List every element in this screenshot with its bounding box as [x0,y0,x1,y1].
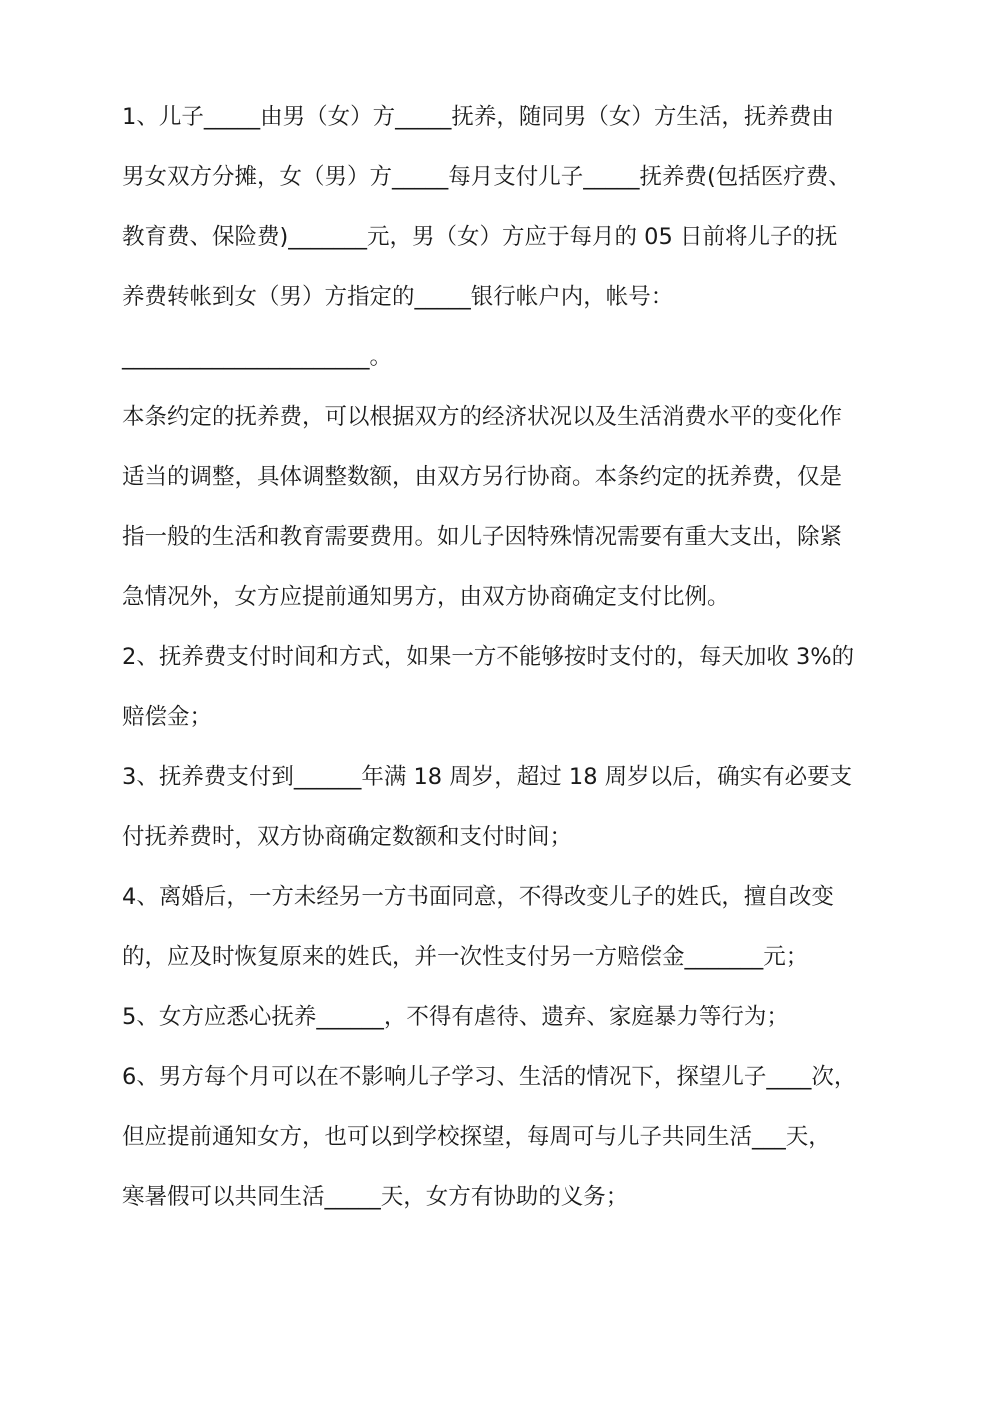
clause-2-line-2: 赔偿金； [122,704,213,730]
note-line-1: 本条约定的抚养费，可以根据双方的经济状况以及生活消费水平的变化作 [122,404,843,430]
clause-3-line-1: 3、抚养费支付到______年满 18 周岁，超过 18 周岁以后，确实有必要支 [122,764,853,790]
clause-4-line-1: 4、离婚后，一方未经另一方书面同意，不得改变儿子的姓氏，擅自改变 [122,884,834,910]
note-line-3: 指一般的生活和教育需要费用。如儿子因特殊情况需要有重大支出，除紧 [122,524,843,550]
account-number-blank: ______________________。 [122,344,393,370]
clause-1-line-2: 男女双方分摊，女（男）方_____每月支付儿子_____抚养费(包括医疗费、 [122,164,851,190]
clause-1-line-1: 1、儿子_____由男（女）方_____抚养，随同男（女）方生活，抚养费由 [122,104,834,130]
note-line-4: 急情况外，女方应提前通知男方，由双方协商确定支付比例。 [122,584,730,610]
clause-6-line-1: 6、男方每个月可以在不影响儿子学习、生活的情况下，探望儿子____次， [122,1064,857,1090]
note-line-2: 适当的调整，具体调整数额，由双方另行协商。本条约定的抚养费，仅是 [122,464,843,490]
document-body [122,87,874,1227]
clause-5-line-1: 5、女方应悉心抚养______，不得有虐待、遗弃、家庭暴力等行为； [122,1004,789,1030]
clause-6-line-2: 但应提前通知女方，也可以到学校探望，每周可与儿子共同生活___天， [122,1124,831,1150]
clause-4-line-2: 的，应及时恢复原来的姓氏，并一次性支付另一方赔偿金_______元； [122,944,809,970]
clause-1-line-4: 养费转帐到女（男）方指定的_____银行帐户内，帐号： [122,284,674,310]
clause-1-line-3: 教育费、保险费)_______元，男（女）方应于每月的 05 日前将儿子的抚 [122,224,838,250]
clause-2-line-1: 2、抚养费支付时间和方式，如果一方不能够按时支付的，每天加收 3%的 [122,644,855,670]
clause-3-line-2: 付抚养费时，双方协商确定数额和支付时间； [122,824,573,850]
clause-6-line-3: 寒暑假可以共同生活_____天，女方有协助的义务； [122,1184,629,1210]
